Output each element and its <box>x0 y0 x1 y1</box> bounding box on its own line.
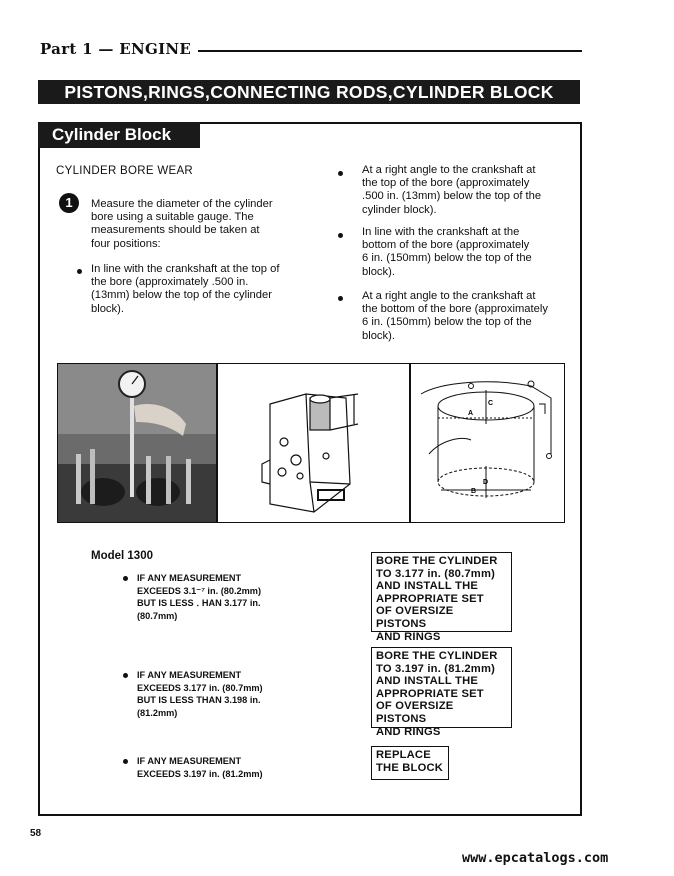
section-frame-left-edge <box>38 145 40 816</box>
model-title: Model 1300 <box>91 550 153 562</box>
text-line: bore using a suitable gauge. The <box>91 211 254 224</box>
text-line: THE BLOCK <box>376 761 444 774</box>
bore-gauge-photo <box>58 364 216 522</box>
text-line: bottom of the bore (approximately <box>362 239 530 252</box>
text-line: BORE THE CYLINDER <box>376 650 498 662</box>
condition-1 <box>137 572 261 622</box>
text-line: EXCEEDS 3.197 in. (81.2mm) <box>137 768 263 779</box>
bullet-dot <box>338 293 346 301</box>
text-line: Measure the diameter of the cylinder <box>91 198 273 210</box>
bullet-position-4 <box>362 290 567 343</box>
bore-positions-diagram <box>411 364 564 527</box>
step-number-badge: 1 <box>59 193 79 213</box>
text-line: BORE THE CYLINDER <box>376 555 498 567</box>
part-title: Part 1 — ENGINE <box>40 40 192 58</box>
action-box-3 <box>371 746 449 780</box>
section-tab: Cylinder Block <box>38 122 200 148</box>
chapter-banner: PISTONS,RINGS,CONNECTING RODS,CYLINDER BLOCK <box>38 80 580 104</box>
text-line: OF OVERSIZE PISTONS <box>376 605 454 630</box>
text-line: AND RINGS <box>376 725 441 738</box>
cylinder-block-drawing <box>218 364 408 527</box>
text-line: EXCEEDS 3.1⁻⁷ in. (80.2mm) <box>137 585 262 596</box>
text-line: 6 in. (150mm) below the top of the <box>362 316 532 329</box>
text-line: the top of the bore (approximately <box>362 177 530 190</box>
text-line: AND INSTALL THE <box>376 675 479 688</box>
text-line: IF ANY MEASUREMENT <box>137 756 242 766</box>
bullet-dot <box>123 576 128 581</box>
text-line: EXCEEDS 3.177 in. (80.7mm) <box>137 682 263 693</box>
text-line: In line with the crankshaft at the <box>362 226 520 238</box>
bullet-dot <box>123 759 128 764</box>
text-line: 6 in. (150mm) below the top of the <box>362 252 532 265</box>
subheading: CYLINDER BORE WEAR <box>56 165 194 177</box>
bullet-position-1 <box>91 263 296 316</box>
text-line: At a right angle to the crankshaft at <box>362 290 536 302</box>
bullet-dot <box>123 673 128 678</box>
text-line: BUT IS LESS THAN 3.198 in. <box>137 695 261 706</box>
step-instructions <box>91 198 291 251</box>
text-line: AND INSTALL THE <box>376 580 479 593</box>
text-line: In line with the crankshaft at the top of <box>91 263 280 275</box>
bullet-position-2 <box>362 164 567 217</box>
bullet-position-3 <box>362 226 567 279</box>
action-box-1 <box>371 552 512 643</box>
diagram-label-c: C <box>488 400 494 407</box>
bullet-dot <box>77 266 85 274</box>
text-line: block). <box>91 302 124 315</box>
text-line: measurements should be taken at <box>91 224 260 237</box>
condition-3 <box>137 755 263 780</box>
text-line: APPROPRIATE SET <box>376 592 484 605</box>
text-line: (13mm) below the top of the cylinder <box>91 289 272 302</box>
text-line: IF ANY MEASUREMENT <box>137 573 242 583</box>
text-line: APPROPRIATE SET <box>376 687 484 700</box>
action-box-2 <box>371 647 512 738</box>
bullet-dot <box>338 230 346 238</box>
text-line: block). <box>362 265 395 278</box>
text-line: (81.2mm) <box>137 707 178 718</box>
text-line: the bore (approximately .500 in. <box>91 276 249 289</box>
diagram-label-b: B <box>471 488 477 495</box>
diagram-label-a: A <box>468 410 474 417</box>
text-line: block). <box>362 329 395 342</box>
text-line: At a right angle to the crankshaft at <box>362 164 536 176</box>
watermark: www.epcatalogs.com <box>462 850 609 866</box>
text-line: the bottom of the bore (approximately <box>362 303 548 316</box>
text-line: .500 in. (13mm) below the top of the <box>362 190 542 203</box>
text-line: REPLACE <box>376 749 431 761</box>
text-line: BUT IS LESS ․ HAN 3.177 in. <box>137 598 261 609</box>
part-title-rule <box>198 50 582 52</box>
text-line: four positions: <box>91 237 161 250</box>
text-line: cylinder block). <box>362 203 437 216</box>
condition-2 <box>137 669 263 719</box>
text-line: OF OVERSIZE PISTONS <box>376 700 454 725</box>
text-line: TO 3.177 in. (80.7mm) <box>376 567 496 580</box>
diagram-label-d: D <box>483 479 489 486</box>
text-line: AND RINGS <box>376 630 441 643</box>
bullet-dot <box>338 168 346 176</box>
text-line: TO 3.197 in. (81.2mm) <box>376 662 496 675</box>
text-line: (80.7mm) <box>137 610 178 621</box>
page-number: 58 <box>30 828 42 839</box>
text-line: IF ANY MEASUREMENT <box>137 670 242 680</box>
